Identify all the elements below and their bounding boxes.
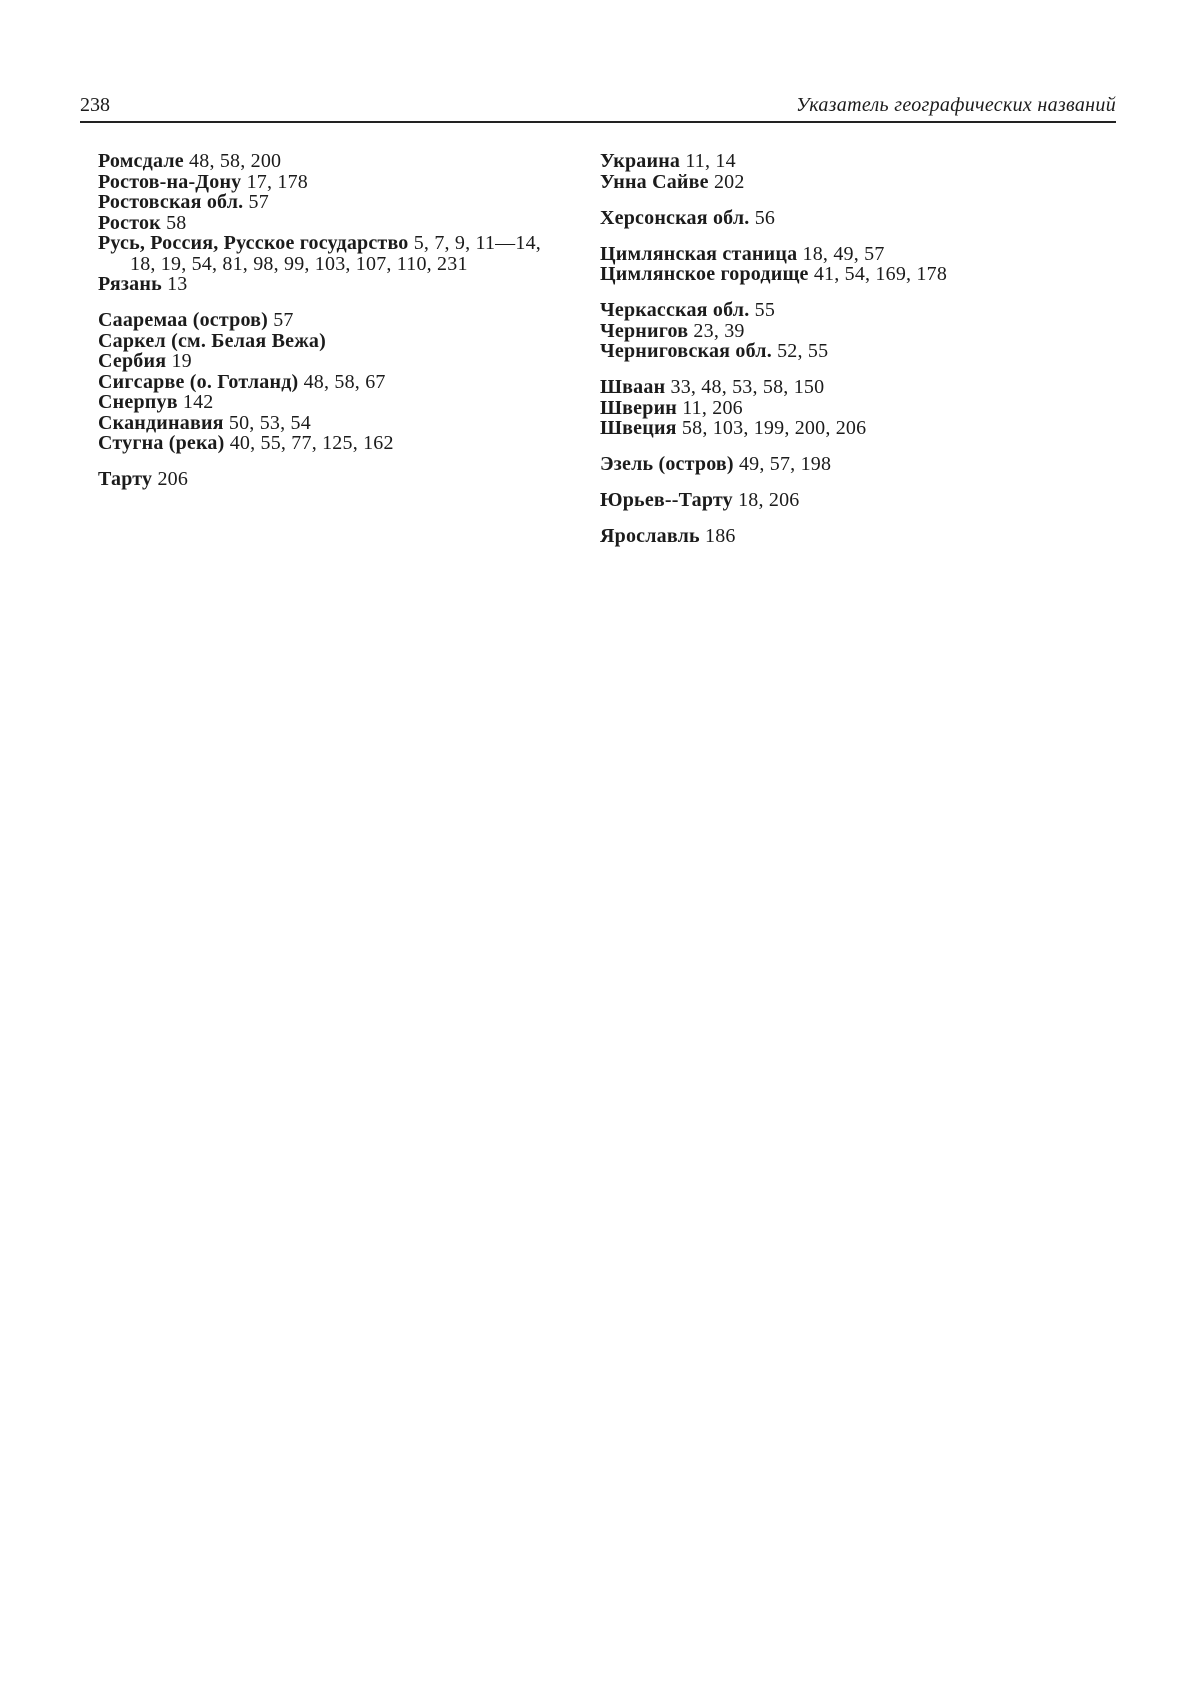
- index-entry-term: Шверин: [600, 396, 678, 419]
- index-entry-pages: 57: [248, 191, 269, 213]
- index-letter-group: [600, 244, 1070, 285]
- index-entry-pages: 5, 7, 9, 11—14, 18, 19, 54, 81, 98, 99, 103, 107, 110, 231: [130, 232, 541, 275]
- page-number: 238: [80, 94, 110, 116]
- index-entry-term: Цимлянское городище: [600, 263, 809, 285]
- index-entry-term: Унна Сайве: [600, 170, 709, 193]
- index-letter-group: [600, 208, 1070, 229]
- index-letter-group: [600, 490, 1070, 511]
- index-entry: [98, 413, 568, 434]
- index-entry: [600, 490, 1070, 511]
- index-entry-pages: 58, 103, 199, 200, 206: [681, 417, 867, 439]
- index-entry-term: Чернигов: [600, 319, 689, 342]
- index-entry: [98, 151, 568, 172]
- index-entry-pages: 206: [157, 468, 189, 490]
- index-entry-term: Рязань: [98, 273, 162, 295]
- index-entry-pages: 13: [167, 273, 188, 295]
- index-entry: [600, 321, 1070, 342]
- index-entry-pages: 55: [754, 299, 776, 321]
- index-entry: [98, 233, 568, 274]
- index-entry: [600, 208, 1070, 229]
- index-entry: [600, 377, 1070, 398]
- index-entry-pages: 48, 58, 200: [189, 150, 282, 172]
- index-entry-term: Херсонская обл.: [600, 206, 750, 229]
- index-letter-group: [600, 151, 1070, 192]
- index-entry: [600, 398, 1070, 419]
- index-entry: [600, 454, 1070, 475]
- index-entry: [600, 244, 1070, 265]
- index-column-right: [600, 151, 1070, 562]
- index-entry: [98, 469, 568, 490]
- index-entry-term: Черкасская обл.: [600, 299, 750, 321]
- index-entry-pages: 11, 206: [682, 396, 743, 419]
- header-rule: [80, 121, 1116, 123]
- index-entry-pages: 48, 58, 67: [303, 370, 386, 393]
- index-entry: [98, 310, 568, 331]
- index-entry-term: Сааремаа (остров): [98, 309, 269, 331]
- index-entry-term: Ростов-на-Дону: [98, 170, 242, 193]
- index-letter-group: [98, 469, 568, 490]
- index-entry-term: Эзель (остров): [600, 453, 734, 475]
- index-entry: [600, 264, 1070, 285]
- index-entry: [98, 392, 568, 413]
- index-entry: [98, 213, 568, 234]
- index-entry-term: Русь, Россия, Русское государство: [98, 232, 409, 254]
- index-entry: [600, 526, 1070, 547]
- index-letter-group: [600, 454, 1070, 475]
- index-entry-pages: 11, 14: [685, 150, 736, 172]
- index-entry-pages: 50, 53, 54: [228, 411, 311, 434]
- index-entry: [98, 331, 568, 352]
- index-entry: [98, 372, 568, 393]
- index-letter-group: [600, 526, 1070, 547]
- index-entry-term: Стугна (река): [98, 432, 225, 454]
- index-entry: [600, 300, 1070, 321]
- index-entry: [98, 274, 568, 295]
- index-entry: [98, 192, 568, 213]
- index-entry-term: Ярославль: [600, 525, 700, 547]
- index-entry-term: Ромсдале: [98, 150, 184, 172]
- index-entry-term: Снерпув: [98, 391, 178, 413]
- index-entry-pages: 52, 55: [777, 340, 829, 362]
- index-column-left: [98, 151, 568, 505]
- index-entry-pages: 17, 178: [246, 170, 308, 193]
- index-entry: [600, 341, 1070, 362]
- index-entry-pages: 49, 57, 198: [738, 453, 832, 475]
- index-entry: [98, 433, 568, 454]
- running-title: Указатель географических названий: [795, 94, 1116, 116]
- index-entry-term: Украина: [600, 150, 681, 172]
- index-entry-pages: 142: [182, 391, 214, 413]
- index-entry-pages: 202: [713, 170, 745, 193]
- index-letter-group: [98, 151, 568, 295]
- index-entry-term: Цимлянская станица: [600, 242, 798, 265]
- index-entry-term: Скандинавия: [98, 411, 224, 434]
- index-entry-pages: 33, 48, 53, 58, 150: [670, 376, 825, 398]
- index-entry: [600, 418, 1070, 439]
- index-entry-term: Сигсарве (о. Готланд): [98, 370, 299, 393]
- index-entry-pages: 41, 54, 169, 178: [813, 263, 948, 285]
- index-entry-term: Тарту: [98, 468, 153, 490]
- index-entry: [600, 172, 1070, 193]
- index-entry-term: Саркел (см. Белая Вежа): [98, 329, 326, 352]
- index-entry: [98, 172, 568, 193]
- index-entry: [98, 351, 568, 372]
- index-entry-term: Ростовская обл.: [98, 191, 244, 213]
- index-entry-pages: 57: [273, 309, 294, 331]
- index-entry-term: Шваан: [600, 376, 666, 398]
- index-entry-pages: 23, 39: [693, 319, 745, 342]
- index-entry-pages: 58: [166, 211, 187, 234]
- index-entry-pages: 19: [171, 350, 192, 372]
- index-letter-group: [600, 377, 1070, 439]
- index-letter-group: [98, 310, 568, 454]
- index-entry-term: Швеция: [600, 417, 677, 439]
- index-entry-pages: 186: [705, 525, 736, 547]
- index-entry-pages: 40, 55, 77, 125, 162: [229, 432, 394, 454]
- index-entry-term: Черниговская обл.: [600, 340, 772, 362]
- index-entry-term: Сербия: [98, 350, 167, 372]
- index-entry: [600, 151, 1070, 172]
- index-entry-term: Юрьев--Тарту: [600, 489, 733, 511]
- page-header: [80, 90, 1116, 122]
- index-entry-term: Росток: [98, 211, 161, 234]
- index-entry-pages: 56: [754, 206, 776, 229]
- index-letter-group: [600, 300, 1070, 362]
- index-entry-pages: 18, 206: [738, 489, 800, 511]
- index-entry-pages: 18, 49, 57: [802, 242, 885, 265]
